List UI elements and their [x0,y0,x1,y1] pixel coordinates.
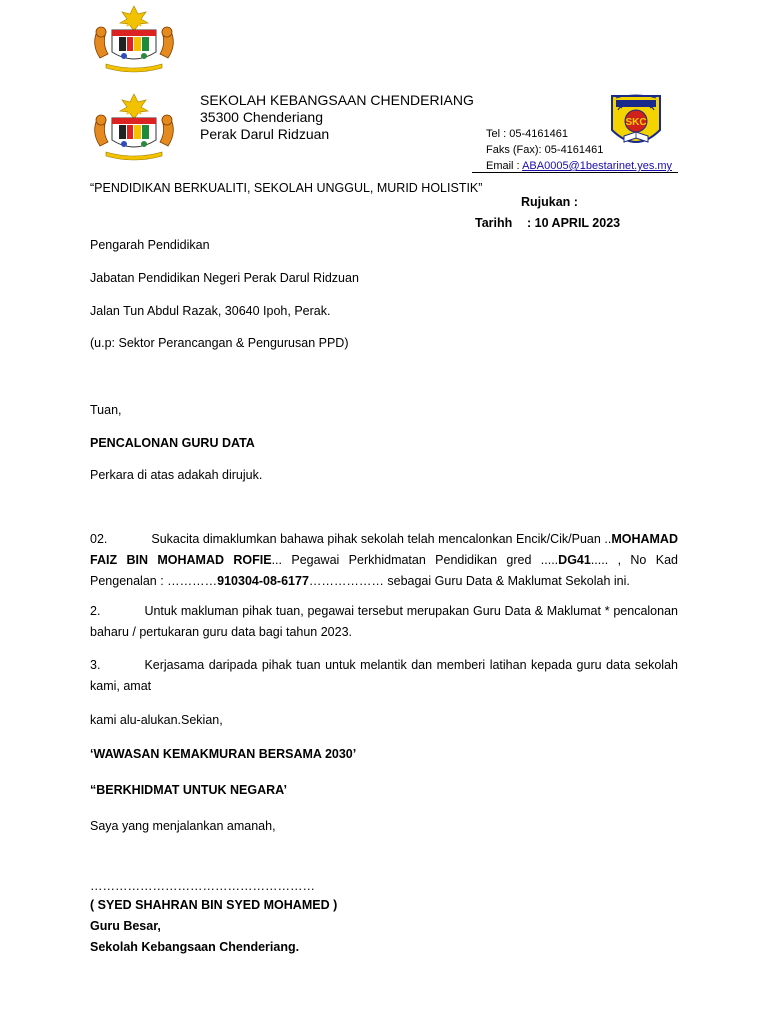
amanah-line: Saya yang menjalankan amanah, [90,819,276,833]
candidate-grade: DG41 [558,553,591,567]
paragraph-2-number: 2. [90,604,101,618]
school-name: SEKOLAH KEBANGSAAN CHENDERIANG [200,92,474,108]
paragraph-02-text-c: ..... , No Kad Pengenalan : ………… [90,553,678,588]
intro-text: Perkara di atas adakah dirujuk. [90,468,263,482]
signatory-name: ( SYED SHAHRAN BIN SYED MOHAMED ) [90,898,338,912]
tarikh-value: : 10 APRIL 2023 [527,216,621,230]
subject-heading: PENCALONAN GURU DATA [90,436,255,450]
signature-dots: ……………………………………………… [90,879,315,893]
paragraph-2-text: Untuk makluman pihak tuan, pegawai tersebut merupakan Guru Data & Maklumat * pencalonan baharu / pertukaran guru data bagi tahun 2023. [90,604,678,639]
slogan-wawasan: ‘WAWASAN KEMAKMURAN BERSAMA 2030’ [90,747,357,761]
candidate-ic-number: 910304-08-6177 [217,574,309,588]
logo-text: SKC [625,117,647,128]
paragraph-3 [90,655,678,697]
coat-of-arms-emblem [86,92,182,164]
tel-number: Tel : 05-4161461 [486,128,568,140]
paragraph-02 [90,529,678,592]
slogan-berkhidmat: “BERKHIDMAT UNTUK NEGARA’ [90,783,287,797]
address-line-2: Perak Darul Ridzuan [200,126,330,142]
email-link[interactable]: ABA0005@1bestarinet.yes.my [522,160,673,172]
closing-line: kami alu-alukan.Sekian, [90,713,223,727]
school-motto: “PENDIDIKAN BERKUALITI, SEKOLAH UNGGUL, MURID HOLISTIK” [90,181,483,195]
signatory-title: Guru Besar, [90,919,161,933]
coat-of-arms-emblem-top [86,4,182,76]
email-label: Email : [486,160,523,172]
paragraph-02-text-d: ……………… sebagai Guru Data & Maklumat Sekolah ini. [308,574,630,588]
recipient-line-1: Pengarah Pendidikan [90,238,210,252]
header-rule [472,172,678,173]
signatory-school: Sekolah Kebangsaan Chenderiang. [90,940,300,954]
rujukan-label: Rujukan : [521,195,578,209]
school-logo [600,92,672,156]
paragraph-02-text-a: Sukacita dimaklumkan bahawa pihak sekolah telah mencalonkan Encik/Cik/Puan .. [151,532,612,546]
paragraph-3-number: 3. [90,658,101,672]
salutation: Tuan, [90,403,122,417]
tarikh-label: Tarihh [475,216,513,230]
address-line-1: 35300 Chenderiang [200,109,323,125]
fax-number: Faks (Fax): 05-4161461 [486,144,604,156]
paragraph-3-text: Kerjasama daripada pihak tuan untuk melantik dan memberi latihan kepada guru data sekolah kami, amat [90,658,678,693]
school-address-block [200,92,474,143]
candidate-name: MOHAMAD FAIZ BIN MOHAMAD ROFIE [90,532,678,567]
paragraph-02-text-b: ... Pegawai Perkhidmatan Pendidikan gred ..... [271,553,559,567]
paragraph-2 [90,601,678,643]
recipient-line-2: Jabatan Pendidikan Negeri Perak Darul Ridzuan [90,271,359,285]
recipient-line-3: Jalan Tun Abdul Razak, 30640 Ipoh, Perak. [90,304,331,318]
recipient-line-4: (u.p: Sektor Perancangan & Pengurusan PPD) [90,336,349,350]
paragraph-02-number: 02. [90,532,108,546]
